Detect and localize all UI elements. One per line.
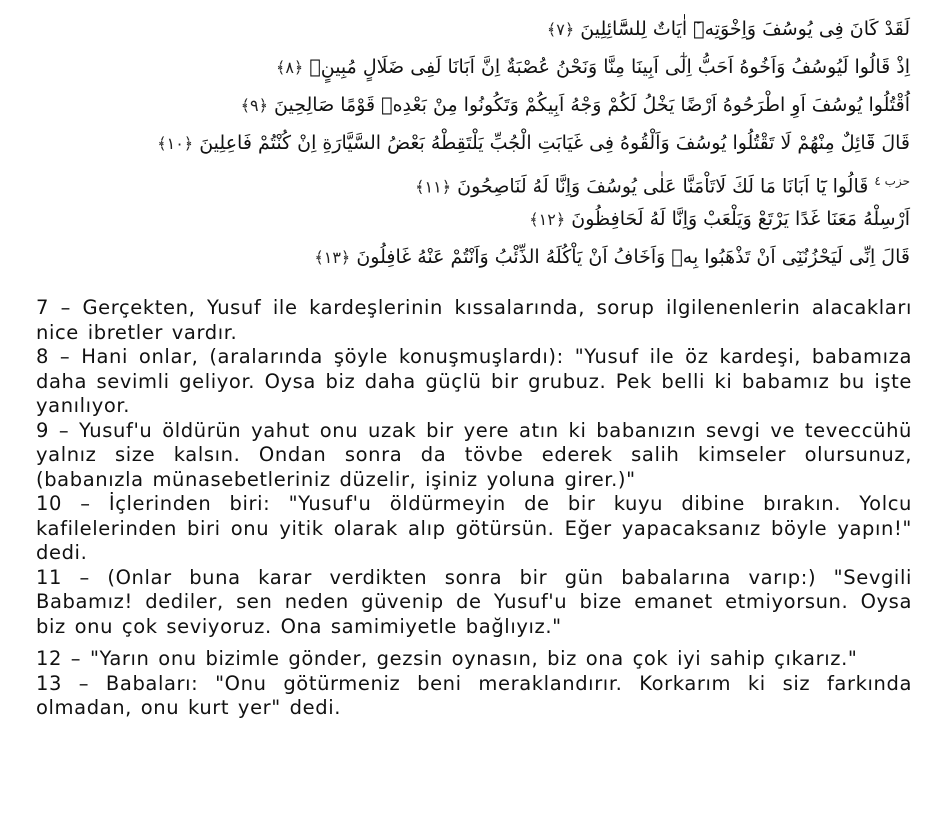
verse-text: اُقْتُلُوا يُوسُفَ اَوِ اطْرَحُوهُ اَرْضًا يَخْلُ لَكُمْ وَجْهُ اَبِيكُمْ وَتَكُونُوا مِنْ بَعْدِهٖ قَوْمًا صَالِحِينَ xyxy=(274,94,910,116)
verse-text: اَرْسِلْهُ مَعَنَا غَدًا يَرْتَعْ وَيَلْعَبْ وَاِنَّا لَهُ لَحَافِظُونَ xyxy=(571,208,910,230)
arabic-verse-10 xyxy=(150,124,910,162)
translation-verse-11: 11 – (Onlar buna karar verdikten sonra bir gün babalarına varıp:) "Sevgili Babamız! dediler, sen neden güvenip de Yusuf'u bize emanet etmiyorsun. Oysa biz onu çok seviyoruz. Ona samimiyetle bağlıyız." xyxy=(36,565,912,638)
verse-number-marker: ﴿١٣﴾ xyxy=(314,248,351,267)
verse-number-marker: ﴿٨﴾ xyxy=(275,58,304,77)
translation-verse-12: 12 – "Yarın onu bizimle gönder, gezsin oynasın, biz ona çok iyi sahip çıkarız." xyxy=(36,647,858,670)
verse-text: لَقَدْ كَانَ فِى يُوسُفَ وَاِخْوَتِهٖٓ اٰيَاتٌ لِلسَّٓائِلِينَ xyxy=(580,18,910,40)
translation-verse-10: 10 – İçlerinden biri: "Yusuf'u öldürmeyin de bir kuyu dibine bırakın. Yolcu kafilelerinden biri onu yitik olarak alıp götürsün. Eğer yapacaksanız böyle yapın!" dedi. xyxy=(36,492,912,564)
verse-number-marker: ﴿١٠﴾ xyxy=(157,134,194,153)
translation-verse-8: 8 – Hani onlar, (aralarında şöyle konuşmuşlardı): "Yusuf ile öz kardeşi, babamıza daha sevimli geliyor. Oysa biz daha güçlü bir grubuz. Pek belli ki babamız bu işte yanılıyor. xyxy=(36,345,912,417)
translation-verse-13: 13 – Babaları: "Onu götürmeniz beni meraklandırır. Korkarım ki siz farkında olmadan, onu kurt yer" dedi. xyxy=(36,671,912,719)
verse-text: قَالَ قَٓائِلٌ مِنْهُمْ لَا تَقْتُلُوا يُوسُفَ وَاَلْقُوهُ فِى غَيَابَتِ الْجُبِّ يَلْتَقِطْهُ بَعْضُ السَّيَّارَةِ اِنْ كُنْتُمْ فَاعِلِينَ xyxy=(199,132,910,154)
arabic-verse-11 xyxy=(150,162,910,200)
verse-number-marker: ﴿٧﴾ xyxy=(546,20,575,39)
arabic-verses xyxy=(150,10,910,276)
turkish-translation xyxy=(36,296,912,721)
verse-text: قَالَ اِنِّى لَيَحْزُنُنِٓى اَنْ تَذْهَبُوا بِهٖ وَاَخَافُ اَنْ يَاْكُلَهُ الذِّئْبُ وَاَنْتُمْ عَنْهُ غَافِلُونَ xyxy=(356,246,910,268)
arabic-verse-13 xyxy=(150,238,910,276)
verse-number-marker: ﴿١١﴾ xyxy=(415,177,452,197)
verse-number-marker: ﴿١٢﴾ xyxy=(529,210,566,229)
verse-number-marker: ﴿٩﴾ xyxy=(240,96,268,115)
arabic-verse-8 xyxy=(150,48,910,86)
translation-verse-9: 9 – Yusuf'u öldürün yahut onu uzak bir yere atın ki babanızın sevgi ve teveccühü yalnız size kalsın. Ondan sonra da tövbe ederek salih kimseler olursunuz, (babanızla münasebetleriniz düzelir, işiniz yoluna girer.)" xyxy=(36,418,912,491)
arabic-verse-9 xyxy=(150,86,910,124)
verse-text: قَالُوا يَٓا اَبَانَا مَا لَكَ لَاتَاْمَنَّا عَلٰى يُوسُفَ وَاِنَّا لَهُ لَنَاصِحُونَ xyxy=(457,175,869,198)
arabic-verse-7 xyxy=(150,10,910,48)
translation-verse-7: 7 – Gerçekten, Yusuf ile kardeşlerinin kıssalarında, sorup ilgilenenlerin alacakları nice ibretler vardır. xyxy=(36,296,912,344)
hizb-marker: حزب ٤ xyxy=(874,174,910,188)
arabic-verse-12 xyxy=(150,200,910,238)
verse-text: اِذْ قَالُوا لَيُوسُفُ وَاَخُوهُ اَحَبُّ اِلٰٓى اَبِينَا مِنَّا وَنَحْنُ عُصْبَةٌ اِنَّ اَبَانَا لَفِى ضَلَالٍ مُبِينٍۚ xyxy=(309,56,910,78)
